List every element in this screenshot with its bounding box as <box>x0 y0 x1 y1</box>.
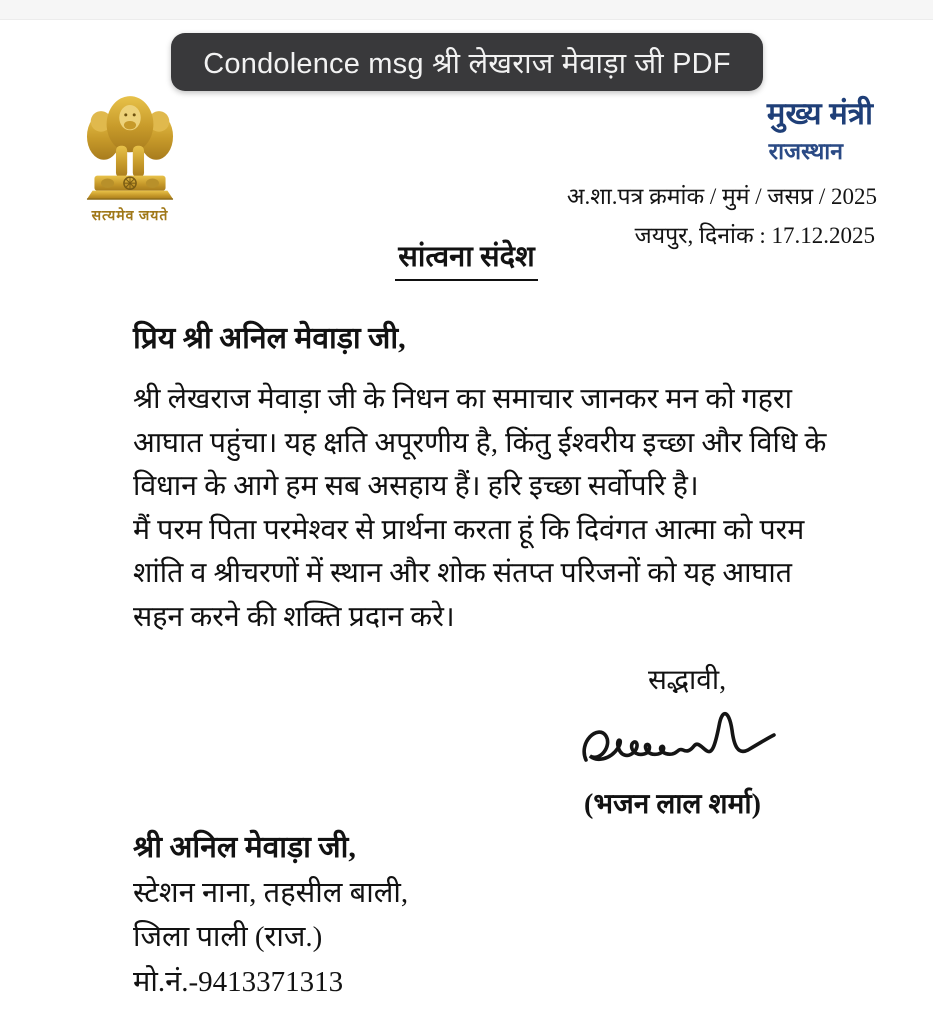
body-line: मैं परम पिता परमेश्वर से प्रार्थना करता हूं कि दिवंगत आत्मा को परम <box>133 514 805 546</box>
closing-word: सद्भावी, <box>648 665 727 696</box>
emblem-motto: सत्यमेव जयते <box>91 209 169 224</box>
body-line: शांति व श्रीचरणों में स्थान और शोक संतप्त परिजनों को यह आघात <box>133 558 792 589</box>
lion-capital-icon <box>69 187 191 204</box>
body-line: सहन करने की शक्ति प्रदान करे। <box>133 601 455 633</box>
recipient-address <box>133 826 408 1004</box>
state-name: राजस्थान <box>768 138 843 164</box>
letter-heading-row <box>0 236 933 281</box>
letter-body <box>133 378 855 639</box>
handwritten-signature <box>576 698 776 788</box>
body-line: विधान के आगे हम सब असहाय हैं। हरि इच्छा सर्वोपरि है। <box>133 471 699 502</box>
body-line: श्री लेखराज मेवाड़ा जी के निधन का समाचार जानकर मन को गहरा <box>133 384 792 415</box>
reference-number: अ.शा.पत्र क्रमांक / मुमं / जसप्र / 2025 <box>566 183 877 209</box>
document-title-overlay <box>171 33 763 91</box>
recipient-phone: मो.नं.-9413371313 <box>133 965 344 998</box>
signer-name: (भजन लाल शर्मा) <box>584 789 761 820</box>
paper-top-edge <box>0 0 933 20</box>
document-title-text: Condolence msg श्री लेखराज मेवाड़ा जी PDF <box>203 47 731 80</box>
recipient-line: स्टेशन नाना, तहसील बाली, <box>133 876 409 909</box>
national-emblem <box>66 84 194 225</box>
recipient-line: जिला पाली (राज.) <box>133 921 323 953</box>
salutation: प्रिय श्री अनिल मेवाड़ा जी, <box>133 322 406 355</box>
letter-heading: सांत्वना संदेश <box>395 236 538 281</box>
office-title: मुख्य मंत्री <box>766 96 873 131</box>
recipient-name: श्री अनिल मेवाड़ा जी, <box>133 831 356 864</box>
place-and-date: जयपुर, दिनांक : 17.12.2025 <box>634 222 875 248</box>
letterhead-right <box>497 96 877 250</box>
body-line: आघात पहुंचा। यह क्षति अपूरणीय है, किंतु ईश्वरीय इच्छा और विधि के <box>133 427 827 459</box>
